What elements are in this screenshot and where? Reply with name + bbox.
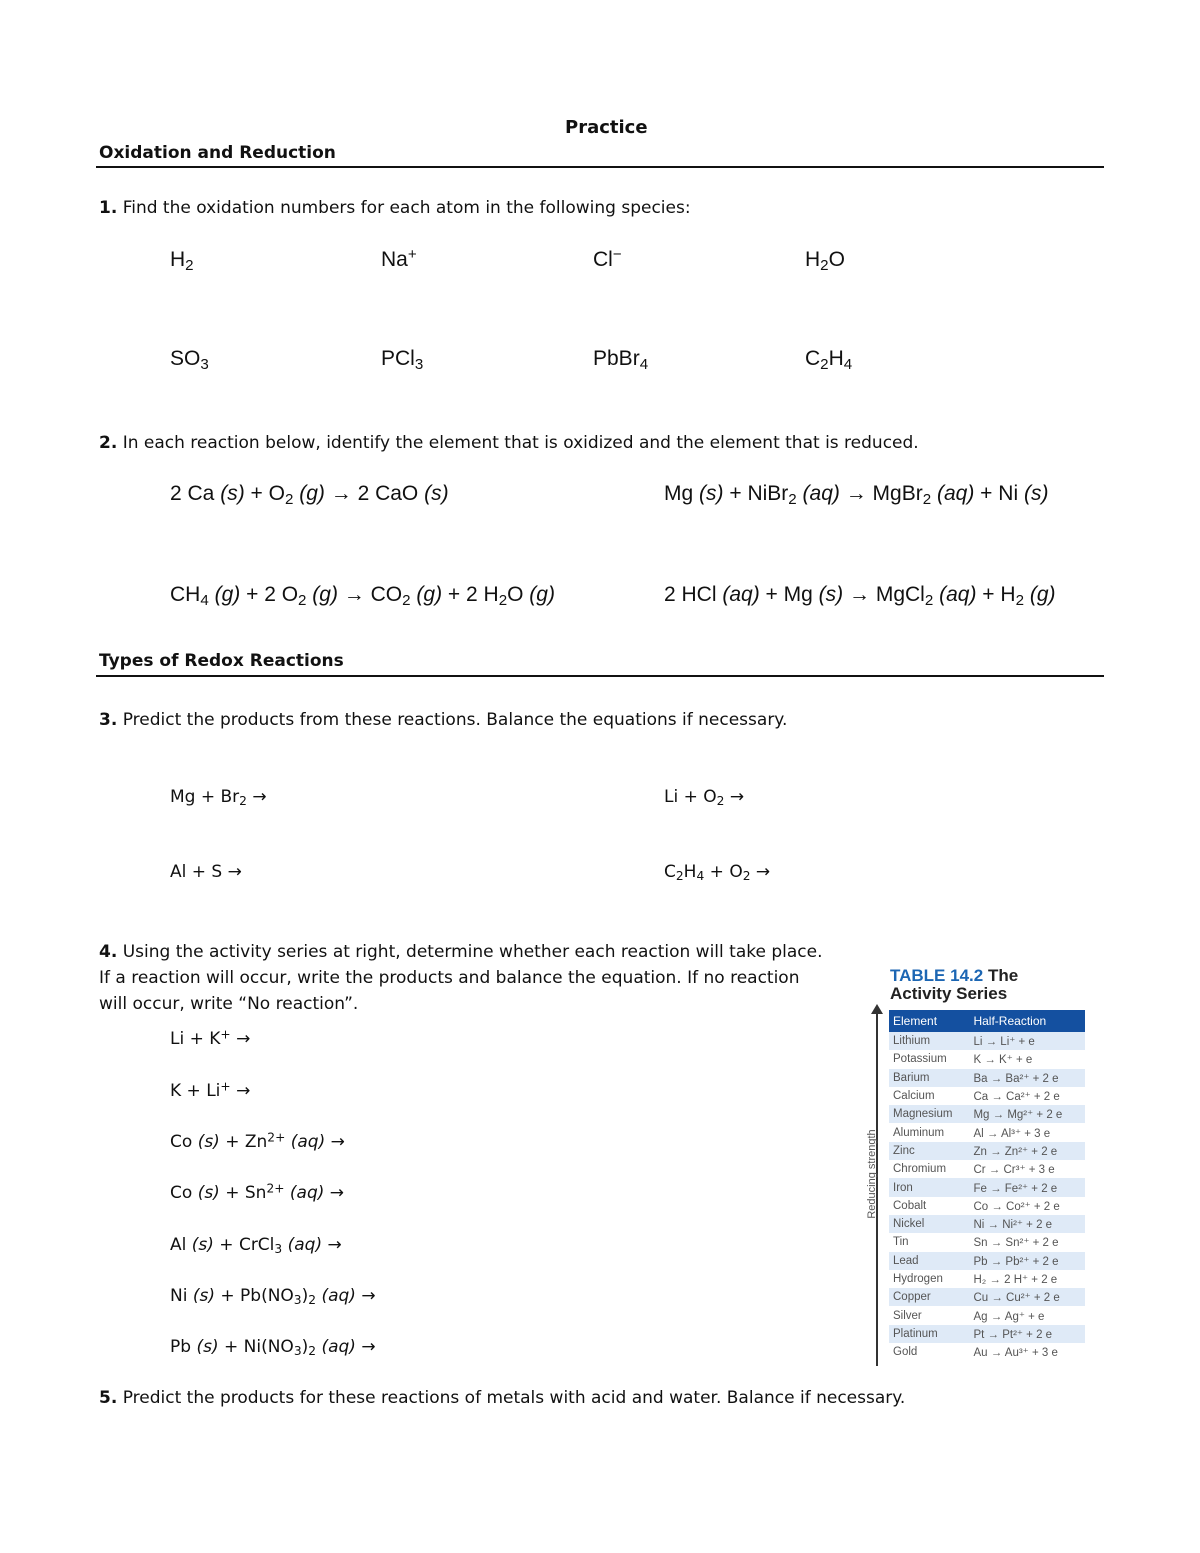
section-rule <box>96 675 1104 677</box>
reaction-co-zn: Co $(s) + Zn^{2+}$ (aq) → <box>170 1130 345 1152</box>
element-cell: Barium <box>889 1069 969 1087</box>
table-row <box>889 1105 1085 1123</box>
species-pbbr4: PbBr$_4$ <box>593 347 649 373</box>
element-cell: Chromium <box>889 1160 969 1178</box>
reaction-al-s: Al + S → <box>170 862 242 882</box>
element-cell: Cobalt <box>889 1197 969 1215</box>
species-h2o: $H_2O$ <box>805 248 845 274</box>
species-na-plus: Na+ <box>381 246 417 271</box>
question-5: 5. Predict the products for these reactions of metals with acid and water. Balance if necessary. <box>99 1388 906 1408</box>
table-row <box>889 1270 1085 1288</box>
table-row <box>889 1142 1085 1160</box>
half-reaction-cell: Ni → Ni²⁺ + 2 e <box>969 1215 1085 1233</box>
half-reaction-cell: Al → Al³⁺ + 3 e <box>969 1123 1085 1141</box>
question-2: 2. In each reaction below, identify the element that is oxidized and the element that is reduced. <box>99 433 919 453</box>
reaction-co-sn: Co $(s) + Sn^{2+}$ (aq) → <box>170 1181 345 1203</box>
half-reaction-cell: K → K⁺ + e <box>969 1050 1085 1068</box>
question-1: 1. Find the oxidation numbers for each atom in the following species: <box>99 198 691 218</box>
table-row <box>889 1197 1085 1215</box>
element-cell: Lead <box>889 1252 969 1270</box>
element-cell: Iron <box>889 1178 969 1196</box>
reaction-c2h4-o2: $C_2H_4 + O_2$ → <box>664 862 771 884</box>
species-c2h4: $C_2H_4$ <box>805 347 853 373</box>
reaction-ca-o2: 2 Ca $(s) + O_2$ (g) → 2 CaO (s) <box>170 482 449 508</box>
half-reaction-cell: Cr → Cr³⁺ + 3 e <box>969 1160 1085 1178</box>
element-cell: Copper <box>889 1288 969 1306</box>
table-row <box>889 1069 1085 1087</box>
activity-series-rows <box>889 1032 1085 1361</box>
table-row <box>889 1160 1085 1178</box>
element-cell: Silver <box>889 1306 969 1324</box>
element-cell: Nickel <box>889 1215 969 1233</box>
element-cell: Zinc <box>889 1142 969 1160</box>
reaction-k-liplus: K + Li+ → <box>170 1079 251 1101</box>
question-3: 3. Predict the products from these reactions. Balance the equations if necessary. <box>99 710 788 730</box>
half-reaction-cell: Li → Li⁺ + e <box>969 1032 1085 1050</box>
activity-series-table <box>889 1010 1085 1361</box>
species-h2: $H_2$ <box>170 248 194 274</box>
reaction-hcl-mg: 2 HCl (aq) + Mg (s) → MgCl$_2$ $(aq) + H_2$ (g) <box>664 583 1056 609</box>
table-row <box>889 1178 1085 1196</box>
half-reaction-cell: Zn → Zn²⁺ + 2 e <box>969 1142 1085 1160</box>
reaction-ch4-o2: $CH_4$ (g) + 2 $O_2$ $(g) \to CO_2$ (g) + 2 $H_2O$ (g) <box>170 583 555 609</box>
half-reaction-cell: Cu → Cu²⁺ + 2 e <box>969 1288 1085 1306</box>
element-cell: Magnesium <box>889 1105 969 1123</box>
half-reaction-cell: Fe → Fe²⁺ + 2 e <box>969 1178 1085 1196</box>
element-cell: Hydrogen <box>889 1270 969 1288</box>
reaction-pb-nino3: Pb $(s) + Ni(NO_3)_2$ (aq) → <box>170 1337 376 1359</box>
species-pcl3: PCl$_3$ <box>381 347 424 373</box>
element-cell: Gold <box>889 1343 969 1361</box>
table-row <box>889 1123 1085 1141</box>
page-title: Practice <box>565 117 648 138</box>
table-row <box>889 1233 1085 1251</box>
half-reaction-cell: Ca → Ca²⁺ + 2 e <box>969 1087 1085 1105</box>
reaction-ni-pbno3: Ni $(s) + Pb(NO_3)_2$ (aq) → <box>170 1286 376 1308</box>
reaction-al-crcl3: Al (s) + CrCl$_3$ (aq) → <box>170 1235 342 1257</box>
element-cell: Potassium <box>889 1050 969 1068</box>
half-reaction-cell: Pb → Pb²⁺ + 2 e <box>969 1252 1085 1270</box>
table-row <box>889 1288 1085 1306</box>
table-row <box>889 1252 1085 1270</box>
half-reaction-cell: Mg → Mg²⁺ + 2 e <box>969 1105 1085 1123</box>
table-row <box>889 1325 1085 1343</box>
reaction-li-o2: $Li + O_2$ → <box>664 787 745 809</box>
element-cell: Tin <box>889 1233 969 1251</box>
half-reaction-cell: Au → Au³⁺ + 3 e <box>969 1343 1085 1361</box>
reaction-li-kplus: Li + K+ → <box>170 1027 251 1049</box>
table-row <box>889 1306 1085 1324</box>
column-header-element: Element <box>889 1010 969 1032</box>
half-reaction-cell: Ba → Ba²⁺ + 2 e <box>969 1069 1085 1087</box>
half-reaction-cell: Ag → Ag⁺ + e <box>969 1306 1085 1324</box>
half-reaction-cell: H₂ → 2 H⁺ + 2 e <box>969 1270 1085 1288</box>
table-row <box>889 1087 1085 1105</box>
element-cell: Aluminum <box>889 1123 969 1141</box>
reaction-mg-br2: $Mg + Br_2$ → <box>170 787 267 809</box>
table-row <box>889 1343 1085 1361</box>
activity-table-title: TABLE 14.2 The Activity Series <box>890 966 1019 1003</box>
half-reaction-cell: Pt → Pt²⁺ + 2 e <box>969 1325 1085 1343</box>
section-heading-redox-types: Types of Redox Reactions <box>99 651 344 671</box>
table-row <box>889 1032 1085 1050</box>
element-cell: Platinum <box>889 1325 969 1343</box>
reducing-strength-label: Reducing strength <box>866 1129 878 1219</box>
element-cell: Lithium <box>889 1032 969 1050</box>
reaction-mg-nibr2: Mg (s) + NiBr$_2$ (aq) → MgBr$_2$ (aq) + Ni (s) <box>664 482 1049 508</box>
element-cell: Calcium <box>889 1087 969 1105</box>
half-reaction-cell: Co → Co²⁺ + 2 e <box>969 1197 1085 1215</box>
species-cl-minus: Cl− <box>593 246 622 271</box>
column-header-half-reaction: Half-Reaction <box>969 1010 1085 1032</box>
species-so3: $SO_3$ <box>170 347 209 373</box>
table-row <box>889 1050 1085 1068</box>
question-4: 4. Using the activity series at right, determine whether each reaction will take place. If a reaction will occur, write the products and balance the equation. If no reaction will occur, write “No reaction”. <box>99 942 823 1014</box>
table-row <box>889 1215 1085 1233</box>
section-rule <box>96 166 1104 168</box>
half-reaction-cell: Sn → Sn²⁺ + 2 e <box>969 1233 1085 1251</box>
section-heading-oxidation-reduction: Oxidation and Reduction <box>99 143 336 163</box>
